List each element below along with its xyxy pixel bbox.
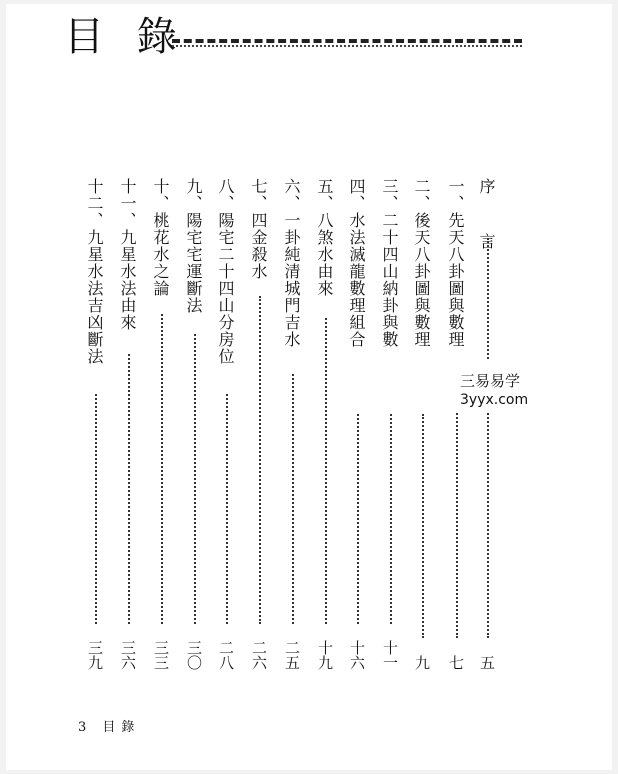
title-rule-secondary — [172, 45, 522, 47]
toc-page-number: 十一 — [381, 640, 399, 670]
toc-label: 五、八煞水由來 — [315, 178, 334, 297]
toc-page-number: 九 — [413, 655, 431, 670]
toc-label: 四、水法滅龍數理組合 — [347, 178, 366, 348]
toc-page-number: 十六 — [348, 640, 366, 670]
watermark-url: 3yyx.com — [460, 392, 529, 408]
toc-leader — [422, 414, 424, 638]
toc-label: 一、先天八卦圖與數理 — [446, 178, 465, 348]
toc-leader — [325, 318, 327, 624]
toc-entry-6 — [278, 178, 308, 670]
toc-leader — [128, 354, 130, 624]
toc-label: 十一、九星水法由來 — [118, 178, 137, 331]
toc-label: 八、陽宅二十四山分房位 — [216, 178, 235, 365]
toc-label: 六、一卦純清城門吉水 — [282, 178, 301, 348]
toc-page-number: 三六 — [119, 640, 137, 670]
toc-entry-2 — [408, 178, 438, 670]
toc-page-number: 二八 — [217, 640, 235, 670]
toc-entry-11 — [114, 178, 144, 670]
watermark-text: 三易易学 — [460, 372, 521, 390]
toc-entry-0 — [473, 178, 503, 670]
toc-entry-3 — [376, 178, 406, 670]
toc-entry-8 — [212, 178, 242, 670]
toc-label: 十、桃花水之論 — [151, 178, 170, 297]
toc-label: 二、後天八卦圖與數理 — [412, 178, 431, 348]
toc-label: 九、陽宅宅運斷法 — [184, 178, 203, 314]
toc-leader — [161, 314, 163, 624]
toc-page-number: 三三 — [152, 640, 170, 670]
title-rule — [172, 39, 522, 43]
toc-label: 三、二十四山納卦與數 — [380, 178, 399, 348]
toc-label: 十二、九星水法吉凶斷法 — [85, 178, 104, 365]
toc-label: 序 言 — [477, 178, 496, 259]
toc-leader — [95, 394, 97, 624]
toc-page-number: 二六 — [250, 640, 268, 670]
toc-entry-5 — [311, 178, 341, 670]
toc-entry-7 — [245, 178, 275, 670]
toc-leader — [259, 296, 261, 624]
toc-entry-10 — [147, 178, 177, 670]
toc-entry-9 — [180, 178, 210, 670]
toc-page-number: 十九 — [316, 640, 334, 670]
toc-entry-4 — [343, 178, 373, 670]
toc-page-number: 三〇 — [185, 640, 203, 670]
page-footer: 3 目錄 — [78, 720, 141, 735]
toc-leader — [487, 238, 489, 638]
toc-label: 七、四金殺水 — [249, 178, 268, 280]
page-title: 目 錄 — [64, 14, 187, 60]
toc-leader — [226, 394, 228, 624]
toc-page-number: 三九 — [86, 640, 104, 670]
toc-leader — [292, 374, 294, 624]
toc-entry-12 — [81, 178, 111, 670]
toc-leader — [390, 414, 392, 624]
toc-entry-1 — [442, 178, 472, 670]
toc-leader — [194, 334, 196, 624]
toc-page-number: 七 — [447, 655, 465, 670]
toc-page-number: 五 — [478, 655, 496, 670]
toc-page-number: 二五 — [283, 640, 301, 670]
